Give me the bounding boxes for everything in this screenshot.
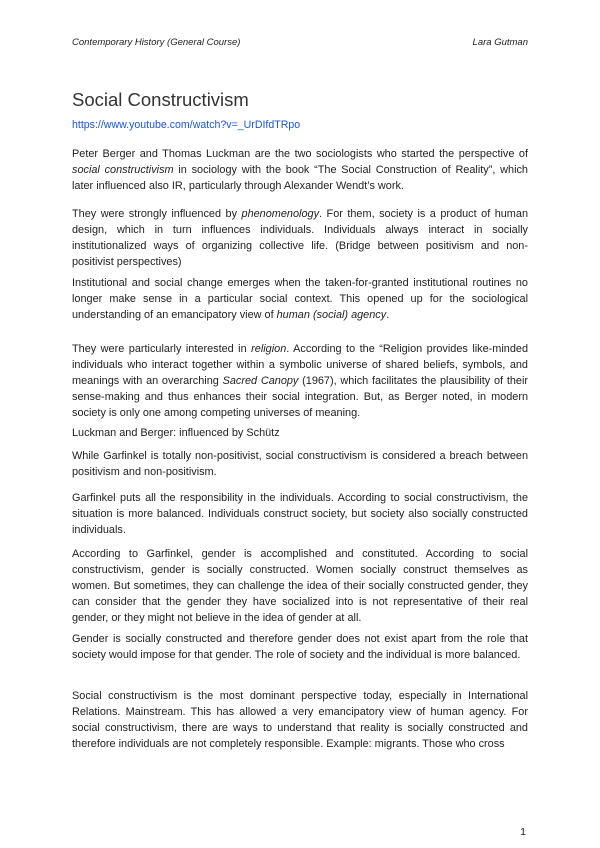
header-course: Contemporary History (General Course) (72, 37, 241, 48)
page-title: Social Constructivism (72, 89, 249, 110)
paragraph-gender-constructed: Gender is socially constructed and therefore gender does not exist apart from the role that society would impose for that gender. The role of society and the individual is more balanced. (72, 633, 528, 661)
paragraph-dominant-perspective: Social constructivism is the most dominant perspective today, especially in International Relations. Mainstream. This has allowed a very emancipatory view of human agency. For social constructivism, there are ways to understand that reality is socially constructed and therefore individuals are not completely responsible. Example: migrants. Those who cross (72, 690, 528, 750)
paragraph-responsibility: Garfinkel puts all the responsibility in the individuals. According to social constructivism, the situation is more balanced. Individuals construct society, but society also socially constructed individuals. (72, 492, 528, 536)
paragraph-schutz: Luckman and Berger: influenced by Schütz (72, 427, 280, 439)
paragraph-berger-luckman: Peter Berger and Thomas Luckman are the two sociologists who started the perspective of social constructivism in sociology with the book “The Social Construction of Reality”, which later influenced also IR, particularly through Alexander Wendt’s work. (72, 148, 528, 192)
paragraph-garfinkel-breach: While Garfinkel is totally non-positivist, social constructivism is considered a breach between positivism and non-positivism. (72, 450, 528, 478)
page-number: 1 (520, 826, 526, 838)
paragraph-gender-garfinkel: According to Garfinkel, gender is accomplished and constituted. According to social constructivism, gender is socially constructed. Women socially construct themselves as women. But sometimes, they can challenge the idea of their socially constructed gender, they can consider that the gender they have socialized into is not representative of their real gender, or they might not believe in the idea of gender at all. (72, 548, 528, 624)
header-author: Lara Gutman (472, 37, 528, 48)
paragraph-religion: They were particularly interested in religion. According to the “Religion provides like-minded individuals who interact together within a symbolic universe of shared beliefs, symbols, and meanings with an overarching Sacred Canopy (1967), which facilitates the plausibility of their sense-making and thus enhances their social integration. But, as Berger noted, in modern society is only one among competing universes of meaning. (72, 343, 528, 419)
paragraph-institutional-change: Institutional and social change emerges when the taken-for-granted institutional routines no longer make sense in a particular social context. This opened up for the sociological understanding of an emancipatory view of human (social) agency. (72, 277, 528, 321)
youtube-link[interactable]: https://www.youtube.com/watch?v=_UrDIfdTRpo (72, 119, 301, 131)
paragraph-phenomenology: They were strongly influenced by phenomenology. For them, society is a product of human design, which in turn influences individuals. Individuals always interact in socially institutionalized ways of organizing collective life. (Bridge between positivism and non-positivist perspectives) (72, 208, 528, 268)
